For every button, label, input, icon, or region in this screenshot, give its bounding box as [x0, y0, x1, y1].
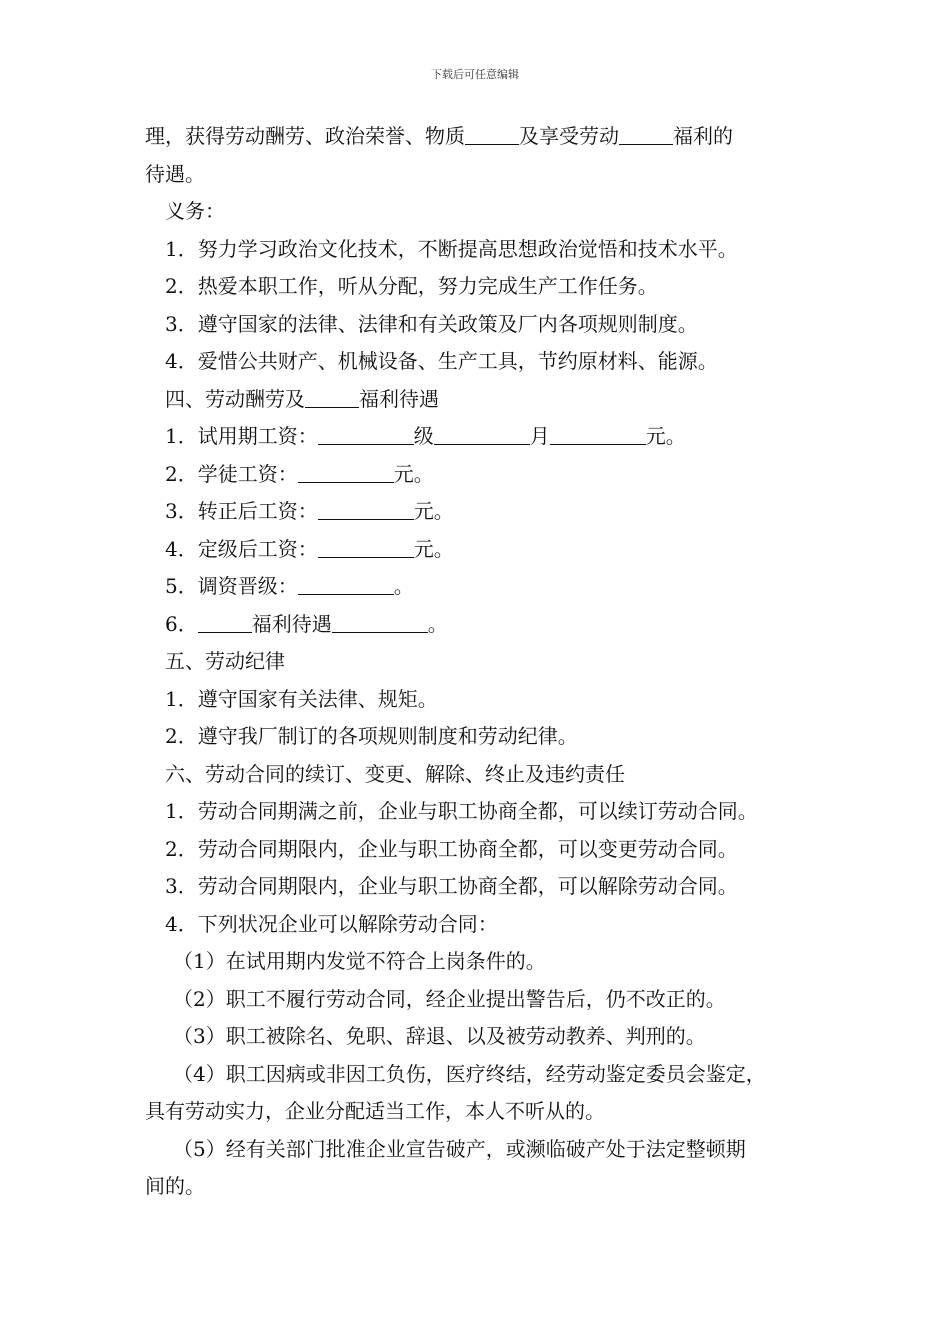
blank-welfare-kind[interactable]	[198, 612, 252, 633]
promotion-label: 5．调资晋级：	[165, 574, 298, 598]
welfare-line	[145, 606, 825, 644]
contract-item: 1．劳动合同期满之前，企业与职工协商全都，可以续订劳动合同。	[165, 799, 758, 823]
termination-condition-5-line-2: 间的。	[145, 1174, 205, 1198]
section-4-title-a: 四、劳动酬劳及	[165, 386, 305, 411]
blank-material[interactable]	[465, 124, 519, 145]
duty-item: 4．爱惜公共财产、机械设备、生产工具，节约原材料、能源。	[165, 349, 718, 373]
termination-condition: （1）在试用期内发觉不符合上岗条件的。	[173, 949, 546, 973]
rights-paragraph-line-2: 待遇。	[145, 161, 205, 186]
graded-wage-label: 4．定级后工资：	[165, 536, 318, 561]
yuan-label: 元。	[413, 536, 454, 561]
rights-text-2: 及享受劳动	[519, 124, 619, 148]
duties-title: 义务：	[165, 199, 225, 223]
blank-probation-amount[interactable]	[550, 424, 646, 445]
blank-promotion[interactable]	[298, 574, 394, 595]
welfare-label: 福利待遇	[251, 611, 332, 636]
blank-probation-grade[interactable]	[318, 424, 414, 445]
promotion-line	[145, 568, 825, 606]
blank-welfare-detail[interactable]	[332, 612, 428, 633]
termination-condition: （3）职工被除名、免职、辞退、以及被劳动教养、判刑的。	[173, 1024, 706, 1048]
blank-regular-amount[interactable]	[318, 499, 414, 520]
rights-paragraph-line-1	[145, 118, 825, 156]
probation-wage-line	[145, 418, 825, 456]
month-label: 月	[529, 424, 550, 448]
document-body	[145, 118, 825, 1206]
termination-condition-4-line-1: （4）职工因病或非因工负伤，医疗终结，经劳动鉴定委员会鉴定，	[173, 1061, 766, 1086]
duty-item: 2．热爱本职工作，听从分配，努力完成生产工作任务。	[165, 274, 658, 298]
termination-condition-4-line-2: 具有劳动实力，企业分配适当工作，本人不听从的。	[145, 1099, 605, 1123]
blank-graded-amount[interactable]	[318, 537, 414, 558]
section-4-title	[145, 381, 825, 419]
yuan-label: 元。	[393, 461, 434, 486]
blank-welfare-type[interactable]	[305, 387, 359, 408]
section-4-title-b: 福利待遇	[359, 386, 439, 411]
duty-item: 3．遵守国家的法律、法律和有关政策及厂内各项规则制度。	[165, 311, 698, 336]
yuan-label: 元。	[645, 424, 686, 448]
apprentice-wage-line	[145, 456, 825, 494]
regular-wage-label: 3．转正后工资：	[165, 499, 318, 523]
yuan-label: 元。	[413, 499, 454, 523]
regular-wage-line	[145, 493, 825, 531]
discipline-item: 1．遵守国家有关法律、规矩。	[165, 686, 438, 711]
discipline-item: 2．遵守我厂制订的各项规则制度和劳动纪律。	[165, 724, 578, 748]
blank-probation-month[interactable]	[434, 424, 530, 445]
contract-item: 3．劳动合同期限内，企业与职工协商全都，可以解除劳动合同。	[165, 874, 738, 898]
blank-apprentice-amount[interactable]	[298, 462, 394, 483]
page-header: 下载后可任意编辑	[431, 68, 519, 81]
termination-condition-5-line-1: （5）经有关部门批准企业宣告破产，或濒临破产处于法定整顿期	[173, 1136, 746, 1161]
contract-item: 2．劳动合同期限内，企业与职工协商全都，可以变更劳动合同。	[165, 836, 738, 861]
apprentice-wage-label: 2．学徒工资：	[165, 461, 298, 486]
section-5-title: 五、劳动纪律	[165, 649, 285, 673]
grade-label: 级	[413, 424, 434, 448]
termination-condition: （2）职工不履行劳动合同，经企业提出警告后，仍不改正的。	[173, 986, 726, 1011]
graded-wage-line	[145, 531, 825, 569]
welfare-number: 6．	[165, 611, 198, 636]
section-6-title: 六、劳动合同的续订、变更、解除、终止及违约责任	[165, 761, 625, 786]
period-mark: 。	[393, 574, 414, 598]
rights-text-1: 理，获得劳动酬劳、政治荣誉、物质	[145, 124, 465, 148]
rights-text-3: 福利的	[673, 124, 733, 148]
contract-item: 4．下列状况企业可以解除劳动合同：	[165, 911, 498, 936]
probation-wage-label: 1．试用期工资：	[165, 424, 318, 448]
period-mark: 。	[427, 611, 448, 636]
blank-labor-welfare[interactable]	[619, 124, 673, 145]
duty-item: 1．努力学习政治文化技术，不断提高思想政治觉悟和技术水平。	[165, 236, 738, 261]
